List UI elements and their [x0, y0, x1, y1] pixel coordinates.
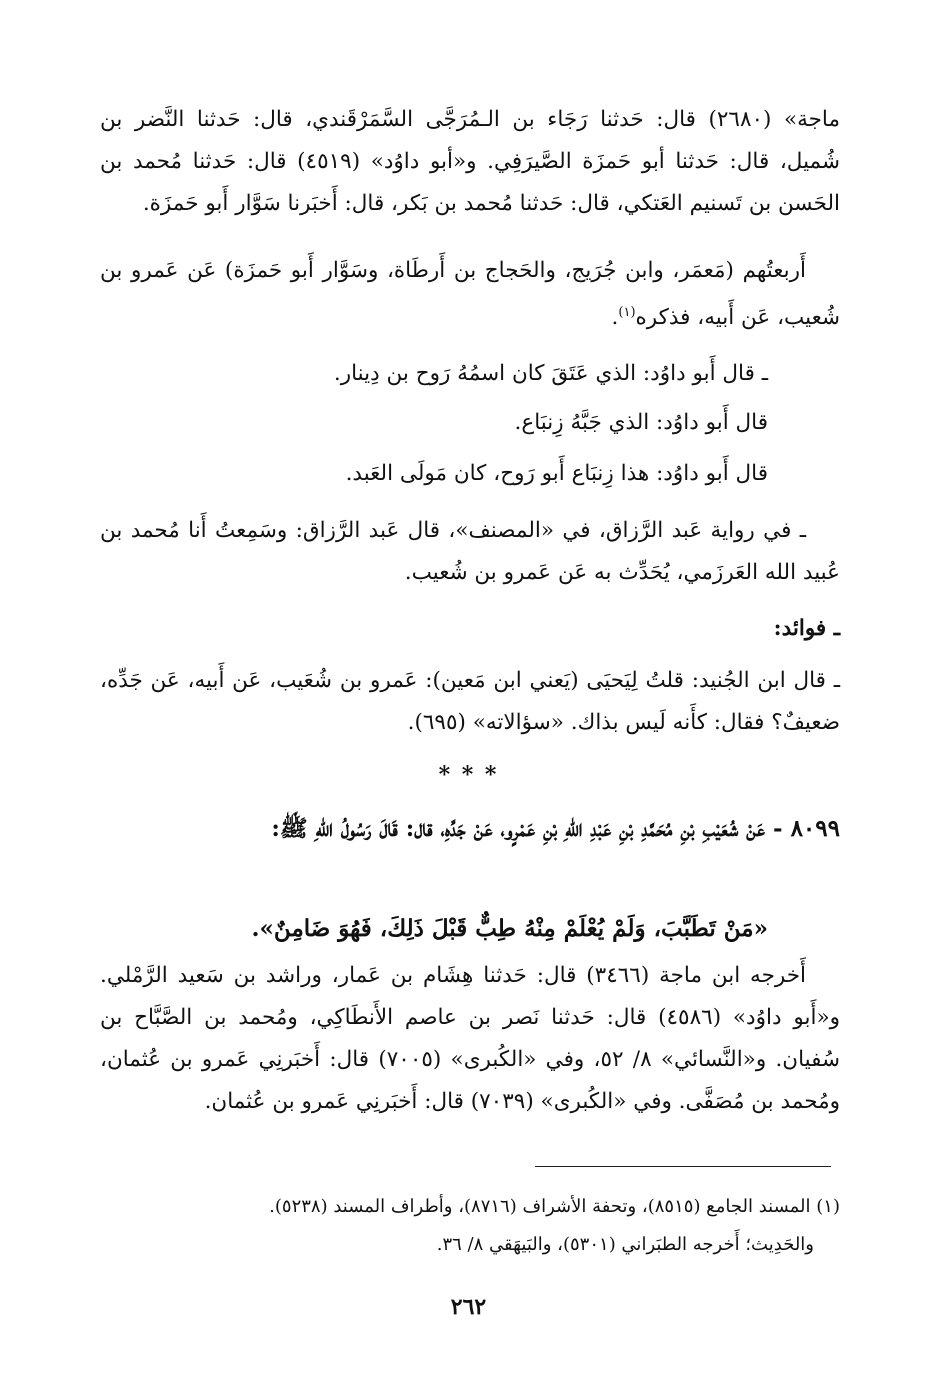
paragraph-musannaf: [100, 510, 840, 594]
paragraph-3-text: ـ في رواية عَبد الرَّزاق، في «المصنف»، قال عَبد الرَّزاق: وسَمِعتُ أَنا مُحمد بن عُبيد الله العَرزَمي، يُحَدِّث به عَن عَمرو بن شُعيب.: [100, 518, 840, 585]
footnote-2-text: والحَدِيث؛ أَخرجه الطبَراني (٥٣٠١)، والبَيهَقي ٨/ ٣٦.: [436, 1234, 814, 1255]
paragraph-4-text: ـ قال ابن الجُنيد: قلتُ لِيَحيَى (يَعني ابن مَعين): عَمرو بن شُعَيب، عَن أَبيه، عَن جَدِّه، ضعيفٌ؟ فقال: كأَنه لَيس بذاك. «سؤالاته» (٦٩٥).: [100, 668, 840, 735]
hadith-matn: [100, 908, 840, 950]
abu-dawud-note-2: [100, 402, 840, 444]
hadith-heading: [100, 808, 840, 850]
footnote-reference: (١): [618, 305, 636, 320]
paragraph-2-text: أَربعتُهم (مَعمَر، وابن جُرَيج، والحَجاج بن أَرطَاة، وسَوَّار أَبو حَمزَة) عَن عَمرو بن شُعيب، عَن أَبيه، فذكره: [100, 258, 840, 331]
hadith-matn-text: «مَنْ تَطَبَّبَ، وَلَمْ يُعْلَمْ مِنْهُ طِبٌّ قَبْلَ ذَلِكَ، فَهُوَ ضَامِنٌ».: [251, 915, 768, 942]
paragraph-5-text: أَخرجه ابن ماجة (٣٤٦٦) قال: حَدثنا هِشَام بن عَمار، وراشد بن سَعيد الرَّمْلي. و«أَبو داوُد» (٤٥٨٦) قال: حَدثنا نَصر بن عاصم الأَنطَاكِي، ومُحمد بن الصَّبَّاح بن سُفيان. و«النَّسائي» ٨/ ٥٢، وفي «الكُبرى» (٧٠٠٥) قال: أَخبَرنِي عَمرو بن عُثمان، ومُحمد بن مُصَفَّى. وفي «الكُبرى» (٧٠٣٩) قال: أَخبَرنِي عَمرو بن عُثمان.: [100, 963, 841, 1114]
paragraph-takhrij: [100, 955, 840, 1123]
page-number-text: ٢٦٢: [450, 1294, 487, 1320]
section-separator: [0, 760, 937, 790]
abu-dawud-note-3: [100, 453, 840, 495]
fawaid-heading-text: ـ فوائد:: [773, 616, 840, 641]
footnote-1-text: (١) المسند الجامع (٨٥١٥)، وتحفة الأشراف (٨٧١٦)، وأطراف المسند (٥٢٣٨).: [269, 1196, 840, 1217]
paragraph-isnad-2: أَربعتُهم (مَعمَر، وابن جُرَيج، والحَجاج بن أَرطَاة، وسَوَّار أَبو حَمزَة) عَن عَمرو بن شُعيب، عَن أَبيه، فذكره$^{(١)}$.: [100, 258, 840, 331]
page-number: [0, 1290, 937, 1324]
hadith-chain: عَنْ شُعَيْبِ بْنِ مُحَمَّدِ بْنِ عَبْدِ اللهِ بْنِ عَمْرٍو، عَنْ جَدِّهِ، قال: قَالَ رَسُولُ اللهِ ﷺ:: [271, 815, 765, 842]
separator-text: * * *: [438, 762, 499, 788]
abu-dawud-note-2-text: قال أَبو داوُد: الذي جَبَّهُ زِنبَاع.: [514, 410, 768, 435]
footnote-divider: [535, 1166, 831, 1167]
footnote-1: [100, 1190, 840, 1224]
abu-dawud-note-1-text: ـ قال أَبو داوُد: الذي عَتَقَ كان اسمُهُ رَوح بن دِينار.: [333, 361, 768, 386]
paragraph-fawaid: [100, 660, 840, 744]
hadith-number: ٨٠٩٩ -: [773, 815, 840, 842]
footnote-2: [100, 1228, 840, 1262]
abu-dawud-note-1: [100, 353, 840, 395]
fawaid-heading: [100, 608, 840, 650]
abu-dawud-note-3-text: قال أَبو داوُد: هذا زِنبَاع أَبو رَوح، كان مَولَى العَبد.: [345, 461, 768, 486]
paragraph-1-text: ماجة» (٢٦٨٠) قال: حَدثنا رَجَاء بن الـمُرَجَّى السَّمَرْقَندي، قال: حَدثنا النَّضر بن شُميل، قال: حَدثنا أبو حَمزَة الصَّيرَفِي. و«أبو داوُد» (٤٥١٩) قال: حَدثنا مُحمد بن الحَسن بن تَسنيم العَتكي، قال: حَدثنا مُحمد بن بَكر، قال: أَخبَرنا سَوَّار أَبو حَمزَة.: [100, 107, 840, 216]
paragraph-isnad-1: [100, 99, 840, 225]
